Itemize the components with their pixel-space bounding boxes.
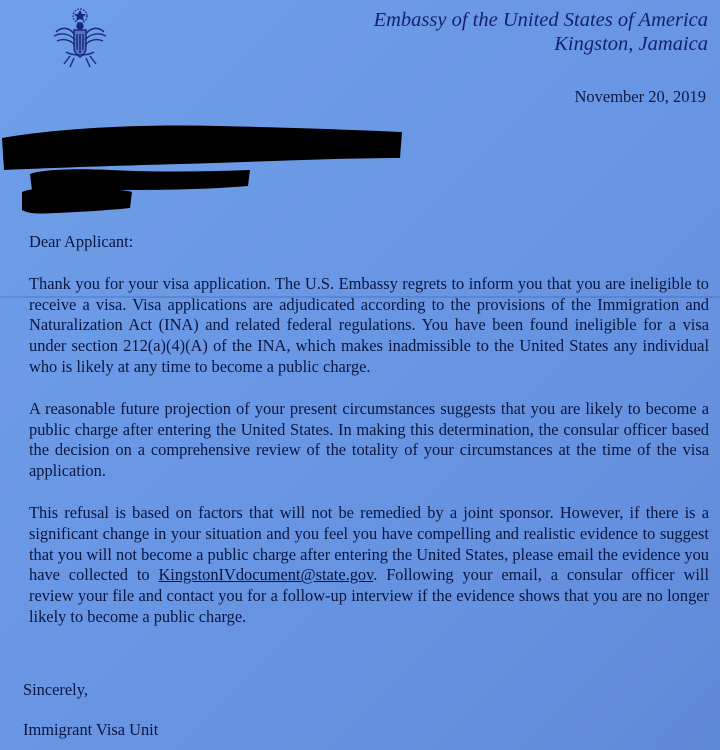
salutation: Dear Applicant:: [29, 232, 134, 251]
redacted-address-block: [0, 118, 410, 228]
letter-body: [29, 232, 709, 649]
embassy-letterhead: [374, 8, 708, 56]
signer: Immigrant Visa Unit: [23, 720, 159, 739]
embassy-name: Embassy of the United States of America: [373, 9, 708, 31]
paragraph-refusal-text-end: . Following your email, a consular officer will review your file and contact you for a follow-up interview if the evidence shows that you are no longer likely to become a public charge.: [29, 565, 709, 626]
closing: Sincerely,: [23, 680, 88, 699]
paragraph-refusal-evidence: [29, 503, 709, 628]
paragraph-ineligibility: Thank you for your visa application. The U.S. Embassy regrets to inform you that you are ineligible to receive a visa. Visa applications are adjudicated according to the provisions of the Immigration and Naturalization Act (INA) and related federal regulations. You have been found ineligible for a visa under section 212(a)(4)(A) of the INA, which makes inadmissible to the United States any individual who is likely at any time to become a public charge.: [29, 273, 709, 376]
email-link[interactable]: KingstonIVdocument@state.gov: [158, 565, 374, 585]
letter-date: November 20, 2019: [574, 87, 706, 106]
great-seal-icon: [48, 6, 112, 70]
paragraph-public-charge: A reasonable future projection of your present circumstances suggests that you are likely to become a public charge after entering the United States. In making this determination, the consular officer based the decision on a comprehensive review of the totality of your circumstances at the time of the visa application.: [29, 398, 709, 481]
paragraph-refusal-text-start: This refusal is based on factors that will not be remedied by a joint sponsor. However, if there is a significant change in your situation and you feel you have compelling and realistic evidence to suggest that you will not become a public charge after entering the United States, please email the evidence you have collected to: [29, 502, 709, 585]
embassy-location: Kingston, Jamaica: [554, 33, 708, 55]
